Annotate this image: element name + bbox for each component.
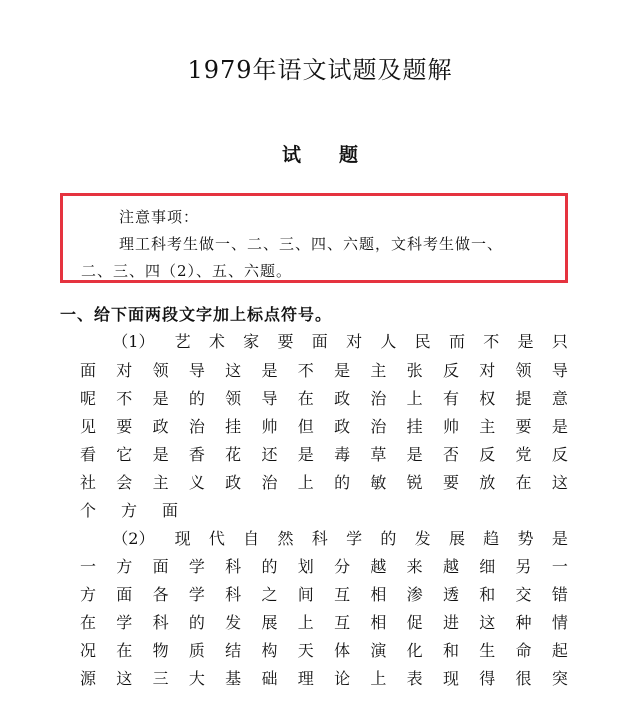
char-cell: 治 bbox=[188, 416, 205, 436]
char-cell: 这 bbox=[225, 360, 242, 380]
char-cell: 互 bbox=[334, 612, 351, 632]
char-cell: 学 bbox=[116, 612, 133, 632]
char-cell: 领 bbox=[152, 360, 169, 380]
passage-row bbox=[78, 664, 570, 690]
char-cell: 花 bbox=[225, 444, 242, 464]
char-cell: 体 bbox=[334, 640, 351, 660]
char-cell: 是 bbox=[261, 360, 278, 380]
char-cell: 帅 bbox=[261, 416, 278, 436]
char-cell: 党 bbox=[515, 444, 532, 464]
char-cell: 分 bbox=[334, 556, 351, 576]
char-cell: 见 bbox=[79, 416, 96, 436]
char-cell: 发 bbox=[225, 612, 242, 632]
char-cell: 起 bbox=[551, 640, 568, 660]
notice-line-2: 二、三、四（2）、五、六题。 bbox=[81, 262, 293, 280]
char-cell: 细 bbox=[479, 556, 496, 576]
char-cell: 科 bbox=[225, 584, 242, 604]
char-cell: 代 bbox=[208, 528, 225, 548]
char-cell: 治 bbox=[261, 472, 278, 492]
char-cell: 生 bbox=[479, 640, 496, 660]
char-cell: 天 bbox=[297, 640, 314, 660]
char-cell: 科 bbox=[152, 612, 169, 632]
char-cell: 在 bbox=[297, 388, 314, 408]
char-cell: 趋 bbox=[483, 528, 500, 548]
char-cell: 理 bbox=[297, 668, 314, 688]
char-cell: 的 bbox=[334, 472, 351, 492]
char-cell: 这 bbox=[116, 668, 133, 688]
char-cell: 各 bbox=[152, 584, 169, 604]
char-cell: 互 bbox=[334, 584, 351, 604]
char-cell: 错 bbox=[551, 584, 568, 604]
char-cell: 渗 bbox=[406, 584, 423, 604]
char-cell: 政 bbox=[334, 416, 351, 436]
char-cell: 意 bbox=[551, 388, 568, 408]
char-cell: 上 bbox=[297, 612, 314, 632]
char-cell: 上 bbox=[370, 668, 387, 688]
char-cell: 学 bbox=[346, 528, 363, 548]
char-cell: 是 bbox=[406, 444, 423, 464]
char-cell: 反 bbox=[479, 444, 496, 464]
char-cell: 还 bbox=[261, 444, 278, 464]
char-cell: 学 bbox=[188, 556, 205, 576]
char-cell: 香 bbox=[188, 444, 205, 464]
char-cell: 权 bbox=[479, 388, 496, 408]
char-cell: 发 bbox=[414, 528, 431, 548]
char-cell: 化 bbox=[406, 640, 423, 660]
char-cell: 是 bbox=[517, 331, 534, 351]
char-cell: 否 bbox=[442, 444, 459, 464]
char-cell: 对 bbox=[346, 331, 363, 351]
char-cell: 基 bbox=[225, 668, 242, 688]
char-cell: 展 bbox=[448, 528, 465, 548]
char-cell: 方 bbox=[116, 556, 133, 576]
char-cell: 治 bbox=[370, 388, 387, 408]
char-cell: 科 bbox=[311, 528, 328, 548]
char-cell: 演 bbox=[370, 640, 387, 660]
char-cell: 面 bbox=[116, 584, 133, 604]
char-cell: 质 bbox=[188, 640, 205, 660]
char-cell: 另 bbox=[515, 556, 532, 576]
char-cell: 对 bbox=[116, 360, 133, 380]
char-cell: 它 bbox=[116, 444, 133, 464]
char-cell: 但 bbox=[297, 416, 314, 436]
char-cell: 而 bbox=[448, 331, 465, 351]
passage-row bbox=[78, 496, 570, 522]
char-cell: 这 bbox=[479, 612, 496, 632]
page-title: 1979年语文试题及题解 bbox=[187, 56, 453, 84]
passage-row bbox=[78, 468, 570, 494]
char-cell: 提 bbox=[515, 388, 532, 408]
char-cell: 展 bbox=[261, 612, 278, 632]
char-cell: 学 bbox=[188, 584, 205, 604]
char-cell: 论 bbox=[334, 668, 351, 688]
char-cell: 是 bbox=[152, 444, 169, 464]
passage-row bbox=[78, 524, 570, 550]
char-cell: 然 bbox=[277, 528, 294, 548]
char-cell: 在 bbox=[116, 640, 133, 660]
char-cell: 不 bbox=[483, 331, 500, 351]
char-cell: 主 bbox=[479, 416, 496, 436]
char-cell: 挂 bbox=[406, 416, 423, 436]
char-cell: 主 bbox=[152, 472, 169, 492]
char-cell: 是 bbox=[297, 444, 314, 464]
char-cell: 主 bbox=[370, 360, 387, 380]
char-cell: 之 bbox=[261, 584, 278, 604]
passage-row bbox=[78, 384, 570, 410]
char-cell: 义 bbox=[188, 472, 205, 492]
char-cell: 是 bbox=[551, 416, 568, 436]
char-cell: 锐 bbox=[406, 472, 423, 492]
char-cell: 这 bbox=[551, 472, 568, 492]
char-cell: 划 bbox=[297, 556, 314, 576]
char-cell: 突 bbox=[551, 668, 568, 688]
char-cell: 上 bbox=[297, 472, 314, 492]
char-cell: 情 bbox=[551, 612, 568, 632]
notice-line-1: 理工科考生做一、二、三、四、六题，文科考生做一、 bbox=[119, 235, 504, 253]
char-cell: 相 bbox=[370, 612, 387, 632]
char-cell: 是 bbox=[334, 360, 351, 380]
char-cell: 社 bbox=[79, 472, 96, 492]
passage-row bbox=[78, 356, 570, 382]
char-cell: 础 bbox=[261, 668, 278, 688]
char-cell: 越 bbox=[442, 556, 459, 576]
char-cell: 方 bbox=[120, 500, 137, 520]
char-cell: 大 bbox=[188, 668, 205, 688]
char-cell: 不 bbox=[116, 388, 133, 408]
char-cell: 的 bbox=[380, 528, 397, 548]
char-cell: 方 bbox=[79, 584, 96, 604]
char-cell: 很 bbox=[515, 668, 532, 688]
char-cell: 导 bbox=[551, 360, 568, 380]
char-cell: 领 bbox=[515, 360, 532, 380]
part-label: （2） bbox=[112, 528, 155, 548]
char-cell: 面 bbox=[152, 556, 169, 576]
char-cell: 的 bbox=[188, 388, 205, 408]
char-cell: 敏 bbox=[370, 472, 387, 492]
char-cell: 领 bbox=[225, 388, 242, 408]
char-cell: 表 bbox=[406, 668, 423, 688]
char-cell: 来 bbox=[406, 556, 423, 576]
char-cell: 要 bbox=[116, 416, 133, 436]
char-cell: 呢 bbox=[79, 388, 96, 408]
notice-heading: 注意事项： bbox=[119, 208, 200, 226]
char-cell: 势 bbox=[517, 528, 534, 548]
char-cell: 三 bbox=[152, 668, 169, 688]
char-cell: 现 bbox=[442, 668, 459, 688]
char-cell: 促 bbox=[406, 612, 423, 632]
char-cell: 的 bbox=[188, 612, 205, 632]
char-cell: 现 bbox=[174, 528, 191, 548]
char-cell: 进 bbox=[442, 612, 459, 632]
char-cell: 面 bbox=[79, 360, 96, 380]
notice-box bbox=[60, 193, 568, 283]
char-cell: 看 bbox=[79, 444, 96, 464]
char-cell: 命 bbox=[515, 640, 532, 660]
char-cell: 一 bbox=[79, 556, 96, 576]
char-cell: 要 bbox=[442, 472, 459, 492]
passage-row bbox=[78, 412, 570, 438]
char-cell: 会 bbox=[116, 472, 133, 492]
char-cell: 种 bbox=[515, 612, 532, 632]
char-cell: 挂 bbox=[225, 416, 242, 436]
char-cell: 在 bbox=[515, 472, 532, 492]
char-cell: 家 bbox=[243, 331, 260, 351]
char-cell: 帅 bbox=[442, 416, 459, 436]
char-cell: 交 bbox=[515, 584, 532, 604]
char-cell: 术 bbox=[208, 331, 225, 351]
char-cell: 和 bbox=[442, 640, 459, 660]
char-cell: 反 bbox=[551, 444, 568, 464]
char-cell: 不 bbox=[297, 360, 314, 380]
char-cell: 的 bbox=[261, 556, 278, 576]
passage-row bbox=[78, 636, 570, 662]
char-cell: 毒 bbox=[334, 444, 351, 464]
char-cell: 政 bbox=[225, 472, 242, 492]
char-cell: 要 bbox=[277, 331, 294, 351]
char-cell: 政 bbox=[334, 388, 351, 408]
char-cell: 相 bbox=[370, 584, 387, 604]
char-cell: 物 bbox=[152, 640, 169, 660]
char-cell: 政 bbox=[152, 416, 169, 436]
passage-row bbox=[78, 608, 570, 634]
char-cell: 结 bbox=[225, 640, 242, 660]
question-1-title: 一、给下面两段文字加上标点符号。 bbox=[60, 305, 333, 324]
char-cell: 在 bbox=[79, 612, 96, 632]
char-cell: 是 bbox=[551, 528, 568, 548]
char-cell: 治 bbox=[370, 416, 387, 436]
char-cell: 反 bbox=[442, 360, 459, 380]
char-cell: 构 bbox=[261, 640, 278, 660]
char-cell: 科 bbox=[225, 556, 242, 576]
char-cell: 越 bbox=[370, 556, 387, 576]
char-cell: 要 bbox=[515, 416, 532, 436]
char-cell: 面 bbox=[311, 331, 328, 351]
char-cell: 源 bbox=[79, 668, 96, 688]
char-cell: 对 bbox=[479, 360, 496, 380]
char-cell: 是 bbox=[152, 388, 169, 408]
char-cell: 导 bbox=[261, 388, 278, 408]
char-cell: 面 bbox=[161, 500, 178, 520]
char-cell: 艺 bbox=[174, 331, 191, 351]
part-label: （1） bbox=[112, 331, 155, 351]
char-cell: 和 bbox=[479, 584, 496, 604]
passage-row bbox=[78, 327, 570, 353]
char-cell: 自 bbox=[243, 528, 260, 548]
char-cell: 张 bbox=[406, 360, 423, 380]
char-cell: 上 bbox=[406, 388, 423, 408]
char-cell: 得 bbox=[479, 668, 496, 688]
passage-row bbox=[78, 440, 570, 466]
passage-row bbox=[78, 580, 570, 606]
char-cell: 导 bbox=[188, 360, 205, 380]
char-cell: 民 bbox=[414, 331, 431, 351]
char-cell: 况 bbox=[79, 640, 96, 660]
char-cell: 有 bbox=[442, 388, 459, 408]
char-cell: 放 bbox=[479, 472, 496, 492]
char-cell: 个 bbox=[79, 500, 96, 520]
section-subtitle: 试 题 bbox=[281, 144, 358, 166]
char-cell: 间 bbox=[297, 584, 314, 604]
char-cell: 只 bbox=[551, 331, 568, 351]
passage-row bbox=[78, 552, 570, 578]
char-cell: 一 bbox=[551, 556, 568, 576]
char-cell: 人 bbox=[380, 331, 397, 351]
char-cell: 草 bbox=[370, 444, 387, 464]
char-cell: 透 bbox=[442, 584, 459, 604]
